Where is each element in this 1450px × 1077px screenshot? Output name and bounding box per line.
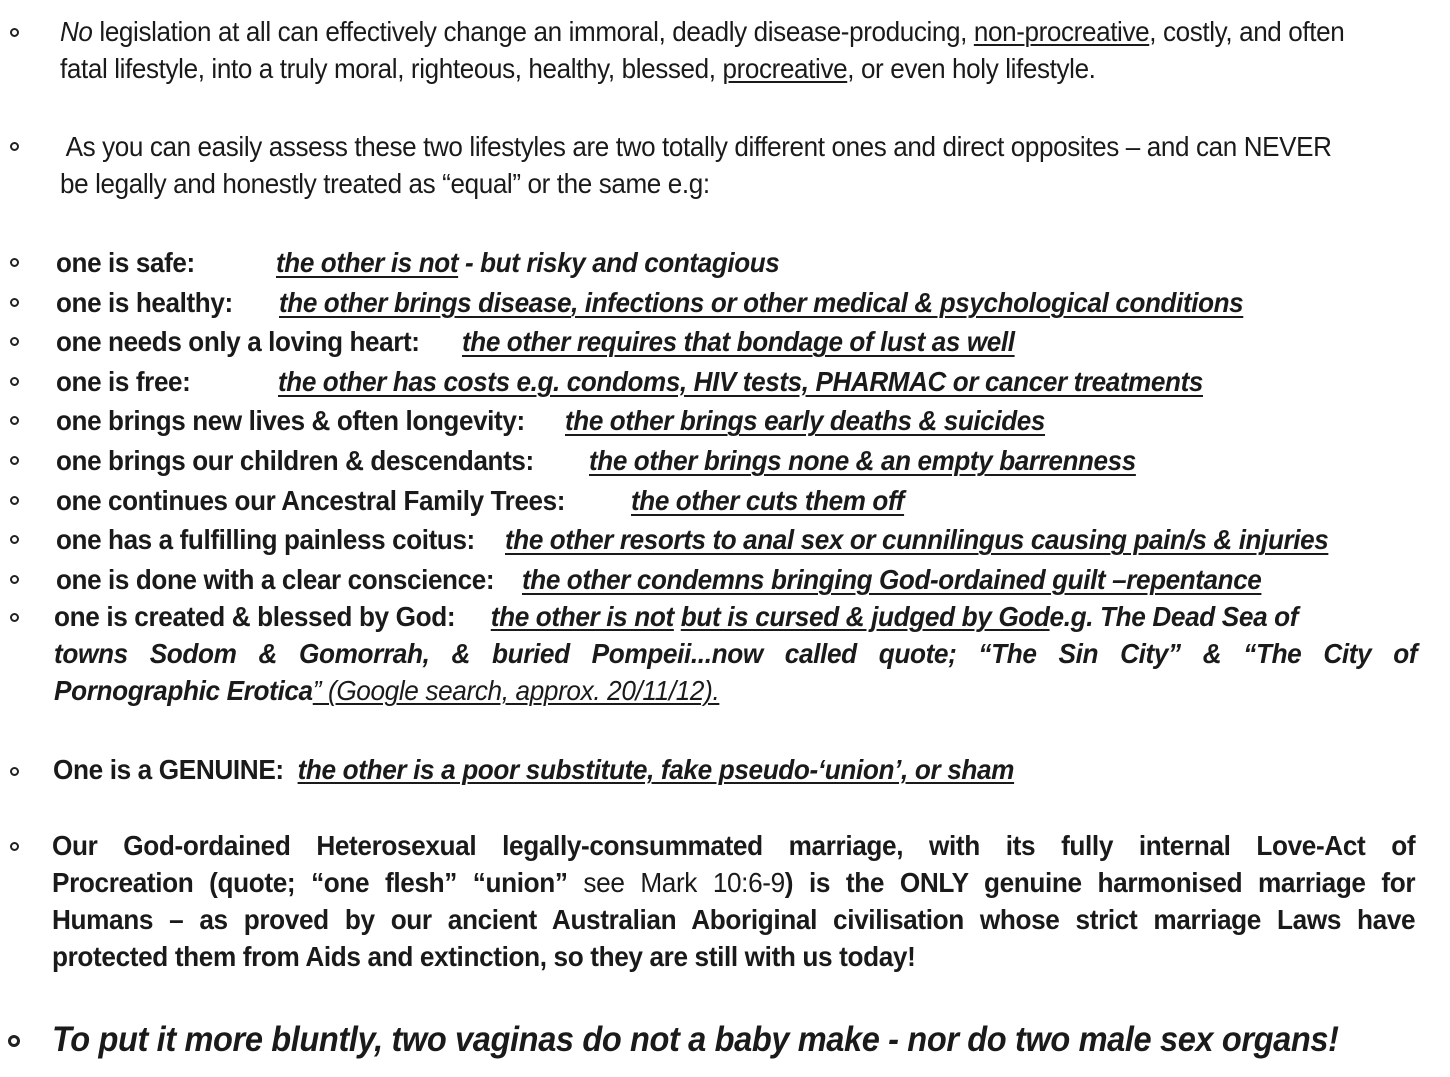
comparison-label: one is free: — [56, 365, 191, 397]
comparison-opposite-rest: - but risky and contagious — [458, 247, 780, 278]
comparison-label: one needs only a loving heart: — [56, 326, 420, 358]
comparison-opposite-group — [505, 521, 1328, 558]
bullet-icon — [8, 1035, 20, 1047]
bullet-icon — [10, 377, 19, 386]
comparison-label: one brings new lives & often longevity: — [56, 405, 525, 437]
text: fatal lifestyle, into a truly moral, righteous, healthy, blessed, — [60, 53, 723, 84]
underlined-non-procreative: non-procreative — [973, 16, 1150, 47]
comparison-opposite-group — [522, 561, 1261, 598]
comparison-opposite: the other requires that bondage of lust as well — [462, 326, 1015, 358]
comparison-label: one has a fulfilling painless coitus: — [56, 524, 475, 556]
comparison-label: One is a GENUINE: — [53, 754, 284, 785]
comparison-opposite-group — [565, 402, 1045, 439]
bullet-icon — [10, 456, 19, 465]
bullet-icon — [10, 298, 19, 307]
paragraph-line: be legally and honestly treated as “equal” or the same e.g: — [60, 168, 710, 199]
paragraph-marriage — [52, 827, 1415, 975]
citation: ” (Google search, approx. 20/11/12). — [312, 675, 720, 706]
paragraph-line: protected them from Aids and extinction, so they are still with us today! — [52, 941, 916, 972]
comparison-opposite: the other brings early deaths & suicides — [565, 405, 1046, 437]
comparison-opposite: the other resorts to anal sex or cunnilingus causing pain/s & injuries — [505, 524, 1329, 556]
bullet-icon — [10, 337, 19, 346]
paragraph-line: As you can easily assess these two lifestyles are two totally different ones and direct opposites – and can NEVER — [65, 131, 1332, 162]
bullet-icon — [10, 416, 19, 425]
bullet-icon — [10, 28, 19, 37]
comparison-opposite-group — [278, 363, 1203, 400]
text: Procreation (quote; “one flesh” “union” — [52, 867, 584, 898]
italic-no: No — [60, 16, 93, 47]
comparison-opposite: the other cuts them off — [631, 484, 905, 516]
bullet-icon — [10, 258, 19, 267]
comparison-label: one is created & blessed by God: — [54, 601, 456, 632]
bullet-icon — [10, 842, 19, 851]
paragraph-line: Our God-ordained Heterosexual legally-consummated marriage, with its fully internal Love-Act of — [52, 830, 1416, 861]
comparison-opposite: the other brings disease — [279, 286, 572, 318]
text: , or even holy lifestyle. — [847, 53, 1096, 84]
comparison-text: Pornographic Erotica — [54, 675, 313, 706]
closing-statement: To put it more bluntly, two vaginas do not a baby make - nor do two male sex organs! — [52, 1020, 1339, 1059]
comparison-text: e.g. The Dead Sea of — [1049, 601, 1299, 632]
bullet-icon — [10, 496, 19, 505]
comparison-opposite: the other has costs e.g. condoms, HIV tests, PHARMAC or cancer treatments — [278, 365, 1203, 397]
comparison-opposite: the other condemns bringing God-ordained guilt –repentance — [522, 563, 1262, 595]
underlined-procreative: procreative — [722, 53, 848, 84]
comparison-label: one brings our children & descendants: — [56, 445, 534, 476]
comparison-opposite: the other is a poor substitute, fake pseudo-‘union’, or sham — [297, 754, 1015, 785]
bullet-icon — [10, 767, 19, 776]
paragraph-legislation — [60, 13, 1345, 87]
bullet-icon — [10, 613, 19, 622]
text: ) is the ONLY genuine harmonised marriage for — [784, 867, 1416, 898]
paragraph-opposites — [60, 128, 1362, 202]
comparison-opposite-group — [276, 244, 779, 281]
comparison-item-god — [54, 598, 1418, 709]
comparison-opposite-group — [589, 442, 1136, 479]
comparison-opposite-group — [279, 284, 1243, 321]
scripture-reference: see Mark 10:6-9 — [583, 867, 785, 898]
comparison-opposite-rest: , infections or other medical & psychological conditions — [571, 286, 1244, 318]
comparison-label: one continues our Ancestral Family Trees: — [56, 484, 566, 516]
comparison-opposite: but is cursed & judged by God — [680, 601, 1050, 632]
text: , costly, and often — [1149, 16, 1345, 47]
bullet-icon — [10, 142, 19, 151]
comparison-opposite: the other is not — [276, 247, 459, 278]
comparison-opposite: the other is not — [490, 601, 674, 632]
text: legislation at all can effectively change an immoral, deadly disease-producing, — [92, 16, 974, 47]
comparison-text: towns Sodom & Gomorrah, & buried Pompeii...now called quote; “The Sin City” & “The City of — [54, 638, 1418, 669]
comparison-opposite-group — [631, 482, 904, 519]
comparison-item-genuine — [53, 751, 1014, 788]
comparison-opposite: the other brings none & an empty barrenness — [589, 445, 1136, 476]
bullet-icon — [10, 535, 19, 544]
comparison-label: one is healthy: — [56, 286, 233, 318]
comparison-opposite-group — [462, 323, 1015, 360]
comparison-label: one is safe: — [56, 247, 195, 278]
comparison-label: one is done with a clear conscience: — [56, 563, 495, 595]
paragraph-line: Humans – as proved by our ancient Australian Aboriginal civilisation whose strict marriage Laws have — [52, 904, 1416, 935]
bullet-icon — [10, 575, 19, 584]
